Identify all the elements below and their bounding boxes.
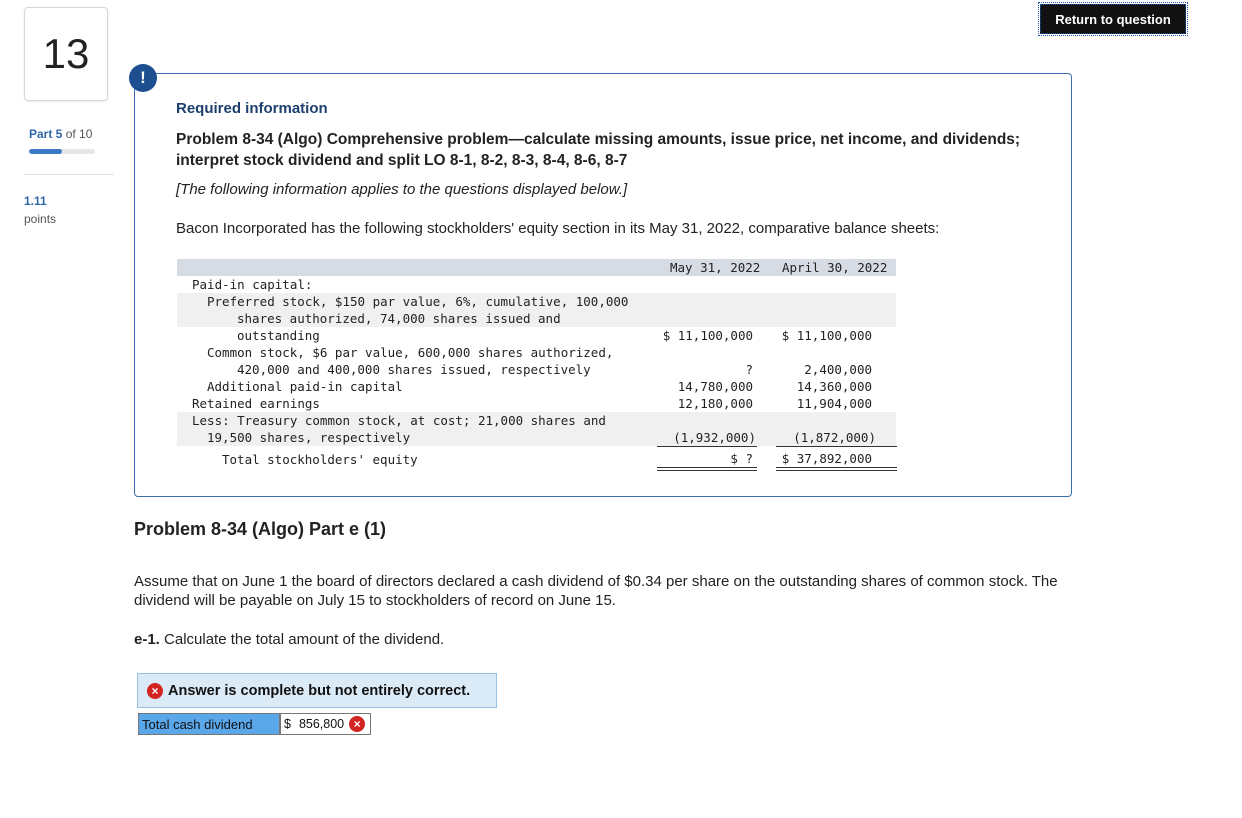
total-april-value: $ 37,892,000 [781, 451, 872, 466]
question-prompt [134, 631, 444, 648]
treasury-stock-label: Less: Treasury common stock, at cost; 21,000 shares and [192, 413, 606, 428]
total-double-rule [657, 470, 757, 471]
sidebar-divider [24, 174, 114, 175]
points-label: points [24, 212, 57, 226]
treasury-april-value: (1,872,000) [793, 430, 876, 445]
question-prompt-number: e-1. [134, 631, 160, 648]
question-number-box [24, 7, 108, 101]
problem-title: Problem 8-34 (Algo) Comprehensive problem—calculate missing amounts, issue price, net income, and dividends; interpret stock dividend and split LO 8-1, 8-2, 8-3, 8-4, 8-6, 8-7 [176, 131, 1021, 169]
preferred-stock-label-cont: outstanding [237, 328, 320, 343]
total-double-rule [657, 467, 757, 468]
subtotal-rule [776, 446, 897, 447]
problem-intro: Bacon Incorporated has the following stockholders' equity section in its May 31, 2022, comparative balance sheets: [176, 220, 940, 237]
part-heading: Problem 8-34 (Algo) Part e (1) [134, 519, 387, 539]
preferred-april-value: $ 11,100,000 [781, 328, 872, 343]
treasury-may-value: (1,932,000) [673, 430, 756, 445]
common-stock-label-cont: 420,000 and 400,000 shares issued, respectively [237, 362, 591, 377]
total-equity-label: Total stockholders' equity [222, 452, 418, 467]
return-to-question-button[interactable]: Return to question [1040, 4, 1186, 34]
part-progress-fill [29, 149, 62, 154]
common-stock-label: Common stock, $6 par value, 600,000 shares authorized, [207, 345, 614, 360]
incorrect-icon: × [147, 683, 163, 699]
incorrect-icon: × [349, 716, 365, 732]
part-current: Part 5 [29, 127, 63, 141]
question-prompt-text: Calculate the total amount of the dividend. [159, 631, 445, 648]
answer-feedback-banner [137, 673, 497, 708]
preferred-stock-label: Preferred stock, $150 par value, 6%, cumulative, 100,000 [207, 294, 629, 309]
applies-note: [The following information applies to the questions displayed below.] [176, 181, 628, 198]
total-double-rule [776, 467, 897, 468]
retained-earnings-may-value: 12,180,000 [677, 396, 753, 411]
preferred-may-value: $ 11,100,000 [662, 328, 753, 343]
apic-april-value: 14,360,000 [796, 379, 872, 394]
treasury-stock-label-cont: 19,500 shares, respectively [207, 430, 411, 445]
subtotal-rule [657, 446, 757, 447]
total-cash-dividend-field[interactable] [280, 713, 371, 735]
column-header-april: April 30, 2022 [782, 260, 888, 275]
retained-earnings-label: Retained earnings [192, 396, 320, 411]
answer-row-label: Total cash dividend [138, 713, 280, 735]
total-double-rule [776, 470, 897, 471]
points-value: 1.11 [24, 194, 47, 208]
question-number: 13 [42, 30, 90, 77]
answer-feedback-text: Answer is complete but not entirely correct. [168, 682, 471, 699]
common-april-value: 2,400,000 [804, 362, 872, 377]
part-progress-bar [29, 149, 95, 154]
paid-in-capital-label: Paid-in capital: [192, 277, 313, 292]
part-indicator [29, 127, 92, 141]
apic-label: Additional paid-in capital [207, 379, 403, 394]
apic-may-value: 14,780,000 [677, 379, 753, 394]
currency-symbol: $ [284, 717, 291, 731]
assumption-text: Assume that on June 1 the board of directors declared a cash dividend of $0.34 per share on the outstanding shares of common stock. The dividend will be payable on July 15 to stockholders of record on June 15. [134, 573, 1058, 609]
retained-earnings-april-value: 11,904,000 [796, 396, 872, 411]
preferred-stock-label-cont: shares authorized, 74,000 shares issued and [237, 311, 561, 326]
alert-icon: ! [129, 64, 157, 92]
answer-value: 856,800 [298, 717, 345, 731]
column-header-may: May 31, 2022 [670, 260, 761, 275]
required-info-title: Required information [176, 100, 328, 117]
total-may-value: $ ? [730, 451, 753, 466]
common-may-value: ? [745, 362, 753, 377]
part-total: of 10 [62, 127, 93, 141]
